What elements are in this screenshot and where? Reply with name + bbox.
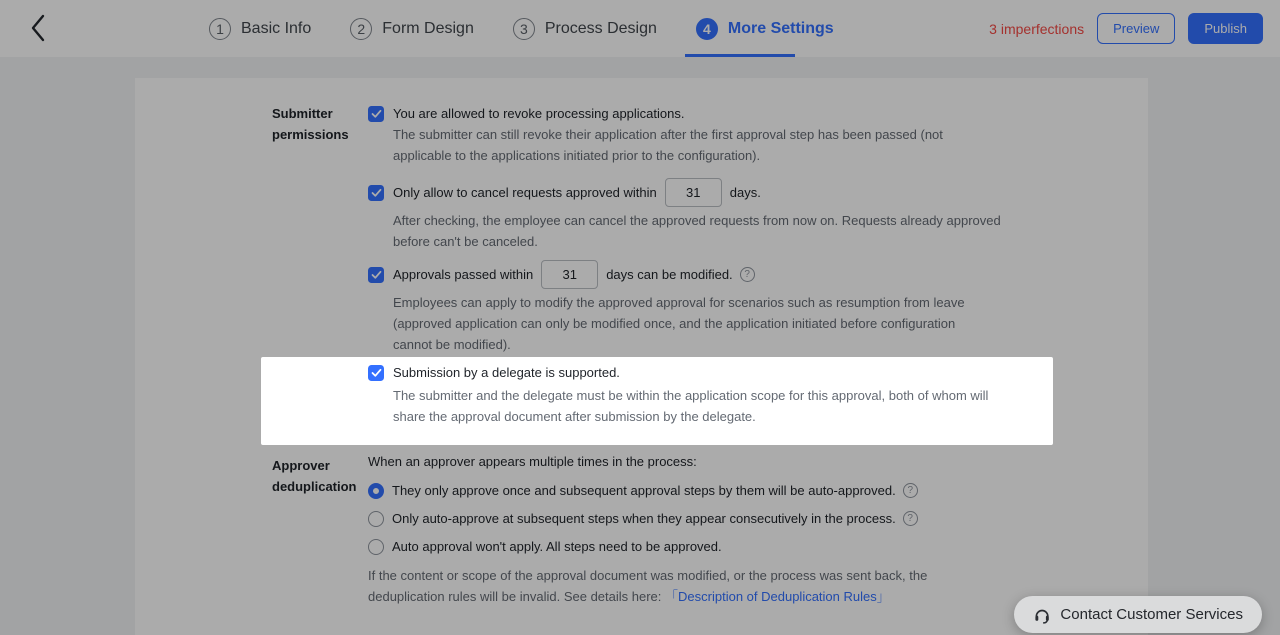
label-line: Approver — [272, 458, 330, 473]
option-description-line: cannot be modified). — [393, 337, 511, 352]
option-description-line: Employees can apply to modify the approved approval for scenarios such as resumption from leave — [393, 295, 965, 310]
option-title-after: days can be modified. — [606, 267, 733, 282]
option-description-line: applicable to the applications initiated prior to the configuration). — [393, 148, 761, 163]
radio-label: They only approve once and subsequent approval steps by them will be auto-approved. — [392, 483, 896, 498]
option-description-line: The submitter and the delegate must be within the application scope for this approval, both of whom will — [393, 388, 989, 403]
deduplication-heading: When an approver appears multiple times in the process: — [368, 454, 697, 469]
contact-customer-services-button[interactable] — [1014, 596, 1262, 633]
step-label: Basic Info — [241, 19, 312, 37]
help-icon[interactable]: ? — [903, 511, 918, 526]
check-icon — [371, 368, 382, 378]
step-number-badge: 4 — [696, 18, 718, 40]
headset-icon — [1033, 606, 1051, 624]
step-label: More Settings — [727, 19, 834, 37]
step-number-badge: 2 — [350, 18, 372, 40]
footnote-line: If the content or scope of the approval document was modified, or the process was sent back, the — [368, 568, 928, 583]
deduplication-rules-link[interactable]: 「Description of Deduplication Rules」 — [665, 589, 890, 604]
contact-label: Contact Customer Services — [1060, 606, 1243, 623]
label-line: deduplication — [272, 479, 357, 494]
option-title-after: days. — [729, 185, 761, 200]
option-description-line: After checking, the employee can cancel the approved requests from now on. Requests already approved — [393, 213, 1001, 228]
help-icon[interactable]: ? — [740, 267, 755, 282]
preview-button[interactable]: Preview — [1097, 13, 1175, 44]
step-number-badge: 1 — [209, 18, 231, 40]
publish-button[interactable]: Publish — [1188, 13, 1263, 44]
option-description-line: before can't be canceled. — [393, 234, 538, 249]
option-delegate-submission-highlighted — [261, 357, 1053, 445]
step-number-badge: 3 — [513, 18, 535, 40]
option-description-line: (approved application can only be modified once, and the application initiated before configuration — [393, 316, 956, 331]
option-description-line: The submitter can still revoke their application after the first approval step has been passed (not — [393, 127, 943, 142]
imperfections-count[interactable]: 3 imperfections — [989, 20, 1085, 37]
radio-label: Auto approval won't apply. All steps need to be approved. — [392, 539, 722, 554]
label-line: Submitter — [272, 106, 333, 121]
label-line: permissions — [272, 127, 349, 142]
option-title: Submission by a delegate is supported. — [393, 365, 620, 380]
option-title: You are allowed to revoke processing applications. — [393, 106, 685, 121]
step-label: Process Design — [544, 19, 657, 37]
footnote-text: deduplication rules will be invalid. See details here: — [368, 589, 662, 604]
radio-label: Only auto-approve at subsequent steps when they appear consecutively in the process. — [392, 511, 896, 526]
help-icon[interactable]: ? — [903, 483, 918, 498]
step-label: Form Design — [382, 19, 474, 37]
checkbox-delegate-submission[interactable] — [368, 365, 384, 381]
option-description-line: share the approval document after submission by the delegate. — [393, 409, 756, 424]
option-title-before: Approvals passed within — [393, 267, 534, 282]
option-title-before: Only allow to cancel requests approved within — [393, 185, 657, 200]
